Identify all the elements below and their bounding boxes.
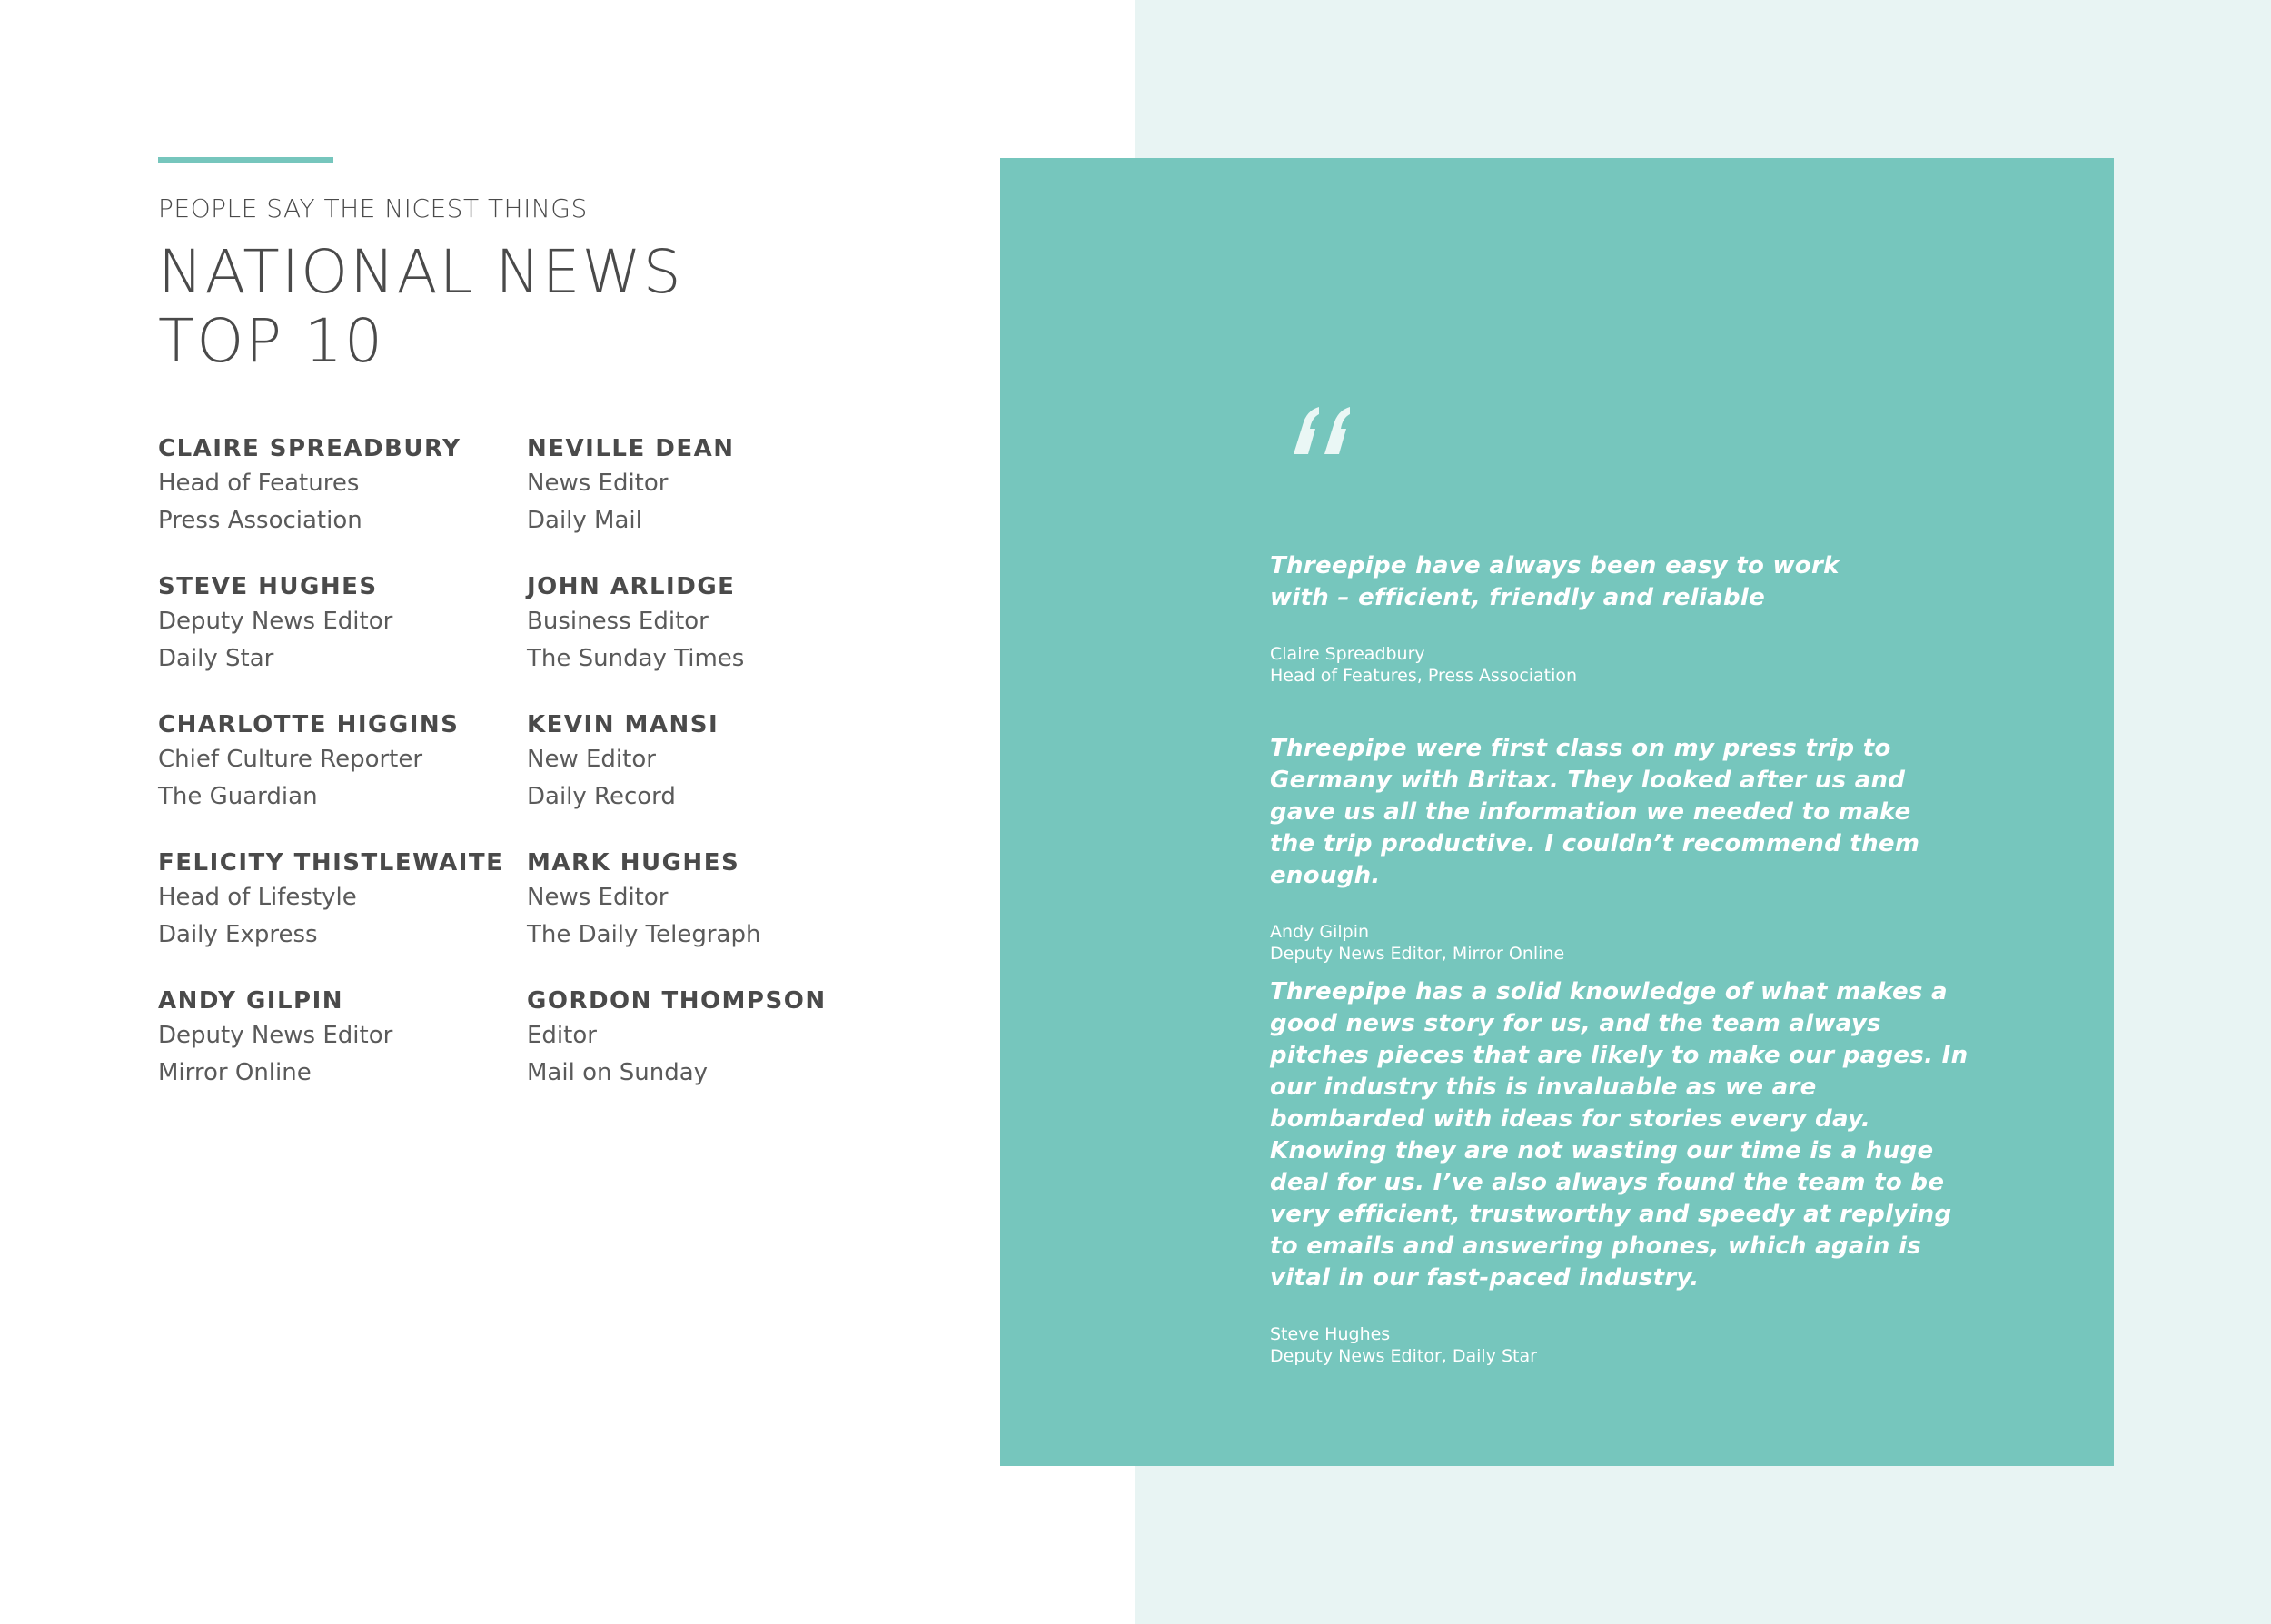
person-name: MARK HUGHES xyxy=(527,849,740,876)
people-list-right xyxy=(527,432,890,1123)
person-entry xyxy=(158,708,521,847)
person-name: KEVIN MANSI xyxy=(527,711,719,738)
testimonial xyxy=(1270,733,1997,965)
testimonials-panel xyxy=(1000,158,2114,1466)
person-publication: Daily Mail xyxy=(527,507,642,534)
testimonial-quote: Threepipe were first class on my press trip to Germany with Britax. They looked after us and gave us all the information we needed to make the trip productive. I couldn’t recommend them enough. xyxy=(1270,735,1920,889)
person-role: Business Editor xyxy=(527,608,709,635)
people-list-left xyxy=(158,432,521,1123)
person-role: News Editor xyxy=(527,884,669,911)
testimonial-author: Claire Spreadbury xyxy=(1270,644,1425,664)
person-entry xyxy=(158,847,521,985)
person-entry xyxy=(527,708,890,847)
testimonial-author-title: Deputy News Editor, Mirror Online xyxy=(1270,944,1565,964)
person-role: News Editor xyxy=(527,470,669,497)
person-role: Editor xyxy=(527,1022,597,1049)
page-title xyxy=(158,238,683,376)
testimonial xyxy=(1270,976,1997,1367)
person-role: Deputy News Editor xyxy=(158,1022,393,1049)
person-publication: Daily Record xyxy=(527,783,676,810)
testimonial-author: Andy Gilpin xyxy=(1270,922,1370,942)
person-name: ANDY GILPIN xyxy=(158,987,344,1015)
person-publication: Mirror Online xyxy=(158,1059,312,1086)
eyebrow-text: PEOPLE SAY THE NICEST THINGS xyxy=(158,193,588,223)
testimonial-author-title: Head of Features, Press Association xyxy=(1270,666,1578,686)
testimonial-author: Steve Hughes xyxy=(1270,1324,1391,1344)
person-publication: Press Association xyxy=(158,507,362,534)
person-entry xyxy=(527,985,890,1123)
person-entry xyxy=(158,432,521,570)
testimonial-author-title: Deputy News Editor, Daily Star xyxy=(1270,1346,1537,1366)
person-publication: Mail on Sunday xyxy=(527,1059,709,1086)
person-role: Head of Lifestyle xyxy=(158,884,357,911)
person-name: NEVILLE DEAN xyxy=(527,435,735,462)
person-entry xyxy=(527,432,890,570)
person-publication: The Guardian xyxy=(158,783,318,810)
person-name: CLAIRE SPREADBURY xyxy=(158,435,461,462)
person-role: Deputy News Editor xyxy=(158,608,393,635)
person-publication: The Daily Telegraph xyxy=(527,921,761,948)
person-name: STEVE HUGHES xyxy=(158,573,378,600)
accent-rule xyxy=(158,157,333,163)
person-publication: The Sunday Times xyxy=(527,645,745,672)
quote-mark-icon xyxy=(1288,405,1352,456)
person-name: JOHN ARLIDGE xyxy=(527,573,736,600)
page-title-line-1: NATIONAL NEWS xyxy=(158,237,683,307)
testimonial xyxy=(1270,550,1997,687)
person-name: GORDON THOMPSON xyxy=(527,987,827,1015)
person-publication: Daily Star xyxy=(158,645,274,672)
testimonial-quote: Threepipe has a solid knowledge of what makes a good news story for us, and the team always pitches pieces that are likely to make our pages. In our industry this is invaluable as we are bombarded with ideas for stories every day. Knowing they are not wasting our time is a huge deal for us. I’ve also always found the team to be very efficient, trustworthy and speedy at replying to emails and answering phones, which again is vital in our fast-paced industry. xyxy=(1270,978,1969,1292)
person-entry xyxy=(158,985,521,1123)
person-role: Chief Culture Reporter xyxy=(158,746,423,773)
person-entry xyxy=(527,570,890,708)
testimonial-quote: Threepipe have always been easy to work with – efficient, friendly and reliable xyxy=(1270,552,1840,611)
page-title-line-2: TOP 10 xyxy=(158,306,385,376)
person-role: Head of Features xyxy=(158,470,360,497)
person-publication: Daily Express xyxy=(158,921,318,948)
person-name: FELICITY THISTLEWAITE xyxy=(158,849,504,876)
person-name: CHARLOTTE HIGGINS xyxy=(158,711,460,738)
person-role: New Editor xyxy=(527,746,656,773)
person-entry xyxy=(158,570,521,708)
person-entry xyxy=(527,847,890,985)
